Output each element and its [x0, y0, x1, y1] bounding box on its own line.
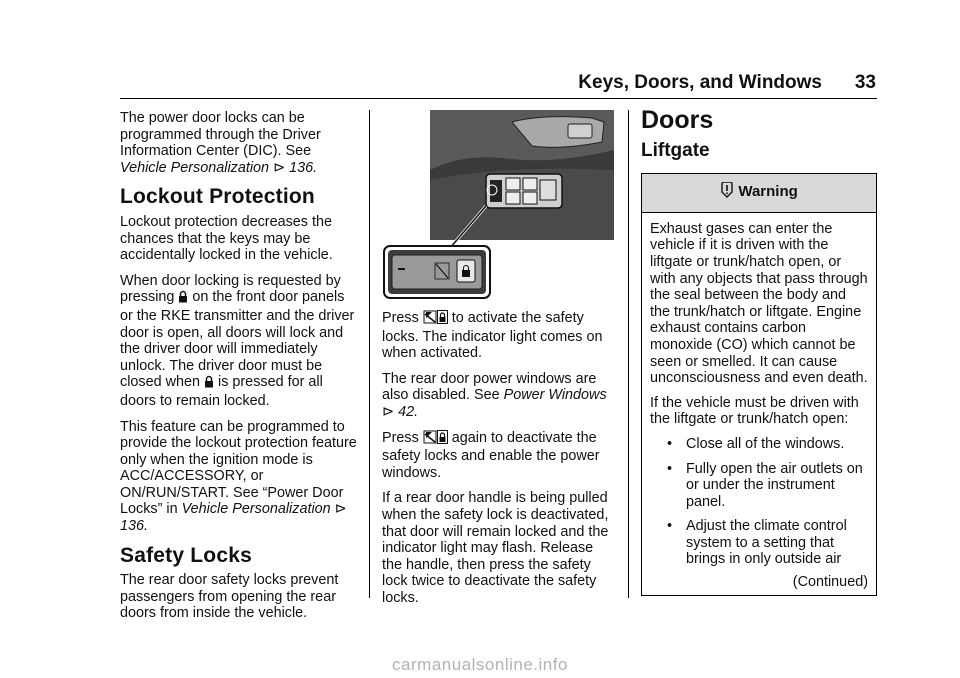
press-activate-paragraph: Press to activate the safety locks. The indicator light comes on when activated. — [382, 310, 603, 362]
safety-paragraph-1: The rear door safety locks prevent passengers from opening the rear doors from inside the vehicle. — [120, 572, 339, 622]
page-number: 33 — [854, 72, 876, 93]
warning-paragraph-2: If the vehicle must be driven with the liftgate or trunk/hatch open: — [650, 394, 859, 428]
lockout-paragraph-3: This feature can be programmed to provide the lockout protection feature only when the ignition mode is ACC/ACCESSORY, or ON/RUN/START. See “Power Door Locks” in Vehicle Personalization ⊳ 136. — [120, 418, 357, 535]
safety-lock-icon — [437, 310, 448, 329]
page-header — [0, 68, 876, 92]
column-divider — [369, 110, 370, 598]
list-item: • Close all of the windows. — [667, 435, 845, 452]
lockout-paragraph-2: When door locking is requested by pressing on the front door panels or the RKE transmitter and the driver door is open, all doors will lock and the driver door will immediately unlock. The driver door must be closed when is pressed for all doors to remain locked. — [120, 272, 355, 409]
column-middle — [382, 110, 612, 616]
lockout-reference: Vehicle Personalization — [181, 501, 331, 518]
heading-lockout-protection: Lockout Protection — [120, 185, 315, 209]
list-item: • Fully open the air outlets on or under the instrument panel. — [667, 460, 863, 510]
page-ref-icon: ⊳ — [334, 501, 347, 518]
press-deactivate-paragraph: Press again to deactivate the safety locks and enable the power windows. — [382, 429, 600, 481]
intro-reference: Vehicle Personalization — [120, 159, 270, 176]
warning-box — [641, 173, 877, 595]
watermark: carmanualsonline.info — [392, 655, 568, 674]
column-right — [641, 106, 877, 596]
door-panel-illustration — [382, 110, 614, 300]
window-lockout-icon — [423, 310, 437, 329]
column-left — [120, 110, 358, 631]
lock-icon — [178, 290, 188, 308]
page-ref-icon: ⊳ — [273, 159, 286, 176]
section-title: Keys, Doors, and Windows — [578, 72, 822, 93]
rear-handle-paragraph: If a rear door handle is being pulled when the safety lock is deactivated, that door will remain locked and the indicator light may flash. Release the handle, then press the safety lock twice to deactivate the safety locks. — [382, 490, 609, 606]
lock-icon — [204, 375, 214, 393]
list-item: • Adjust the climate control system to a setting that brings in only outside air — [667, 518, 847, 568]
power-windows-reference: Power Windows — [503, 387, 607, 404]
column-divider — [628, 110, 629, 598]
heading-liftgate: Liftgate — [641, 139, 710, 161]
warning-title: Warning — [738, 183, 798, 201]
header-rule — [120, 98, 877, 99]
heading-safety-locks: Safety Locks — [120, 543, 252, 567]
intro-paragraph: The power door locks can be programmed through the Driver Information Center (DIC). See Vehicle Personalization ⊳ 136. — [120, 110, 321, 176]
warning-header — [642, 174, 876, 213]
lockout-paragraph-1: Lockout protection decreases the chances that the keys may be accidentally locked in the vehicle. — [120, 213, 333, 264]
continued-label: (Continued) — [792, 574, 868, 591]
warning-body — [642, 213, 876, 595]
heading-doors: Doors — [641, 106, 714, 134]
rear-windows-paragraph: The rear door power windows are also disabled. See Power Windows ⊳ 42. — [382, 370, 607, 420]
warning-paragraph-1: Exhaust gases can enter the vehicle if it is driven with the liftgate or trunk/hatch open, or with any objects that pass through the seal between the body and the trunk/hatch or liftgate. Engine exhaust contains carbon monoxide (CO) which cannot be seen or smelled. It can cause unconsciousness and even death. — [650, 220, 868, 387]
page-ref-icon: ⊳ — [382, 403, 395, 420]
safety-lock-icon — [437, 430, 448, 449]
warning-icon — [720, 182, 734, 203]
warning-list — [650, 436, 868, 568]
window-lockout-icon — [423, 430, 437, 449]
